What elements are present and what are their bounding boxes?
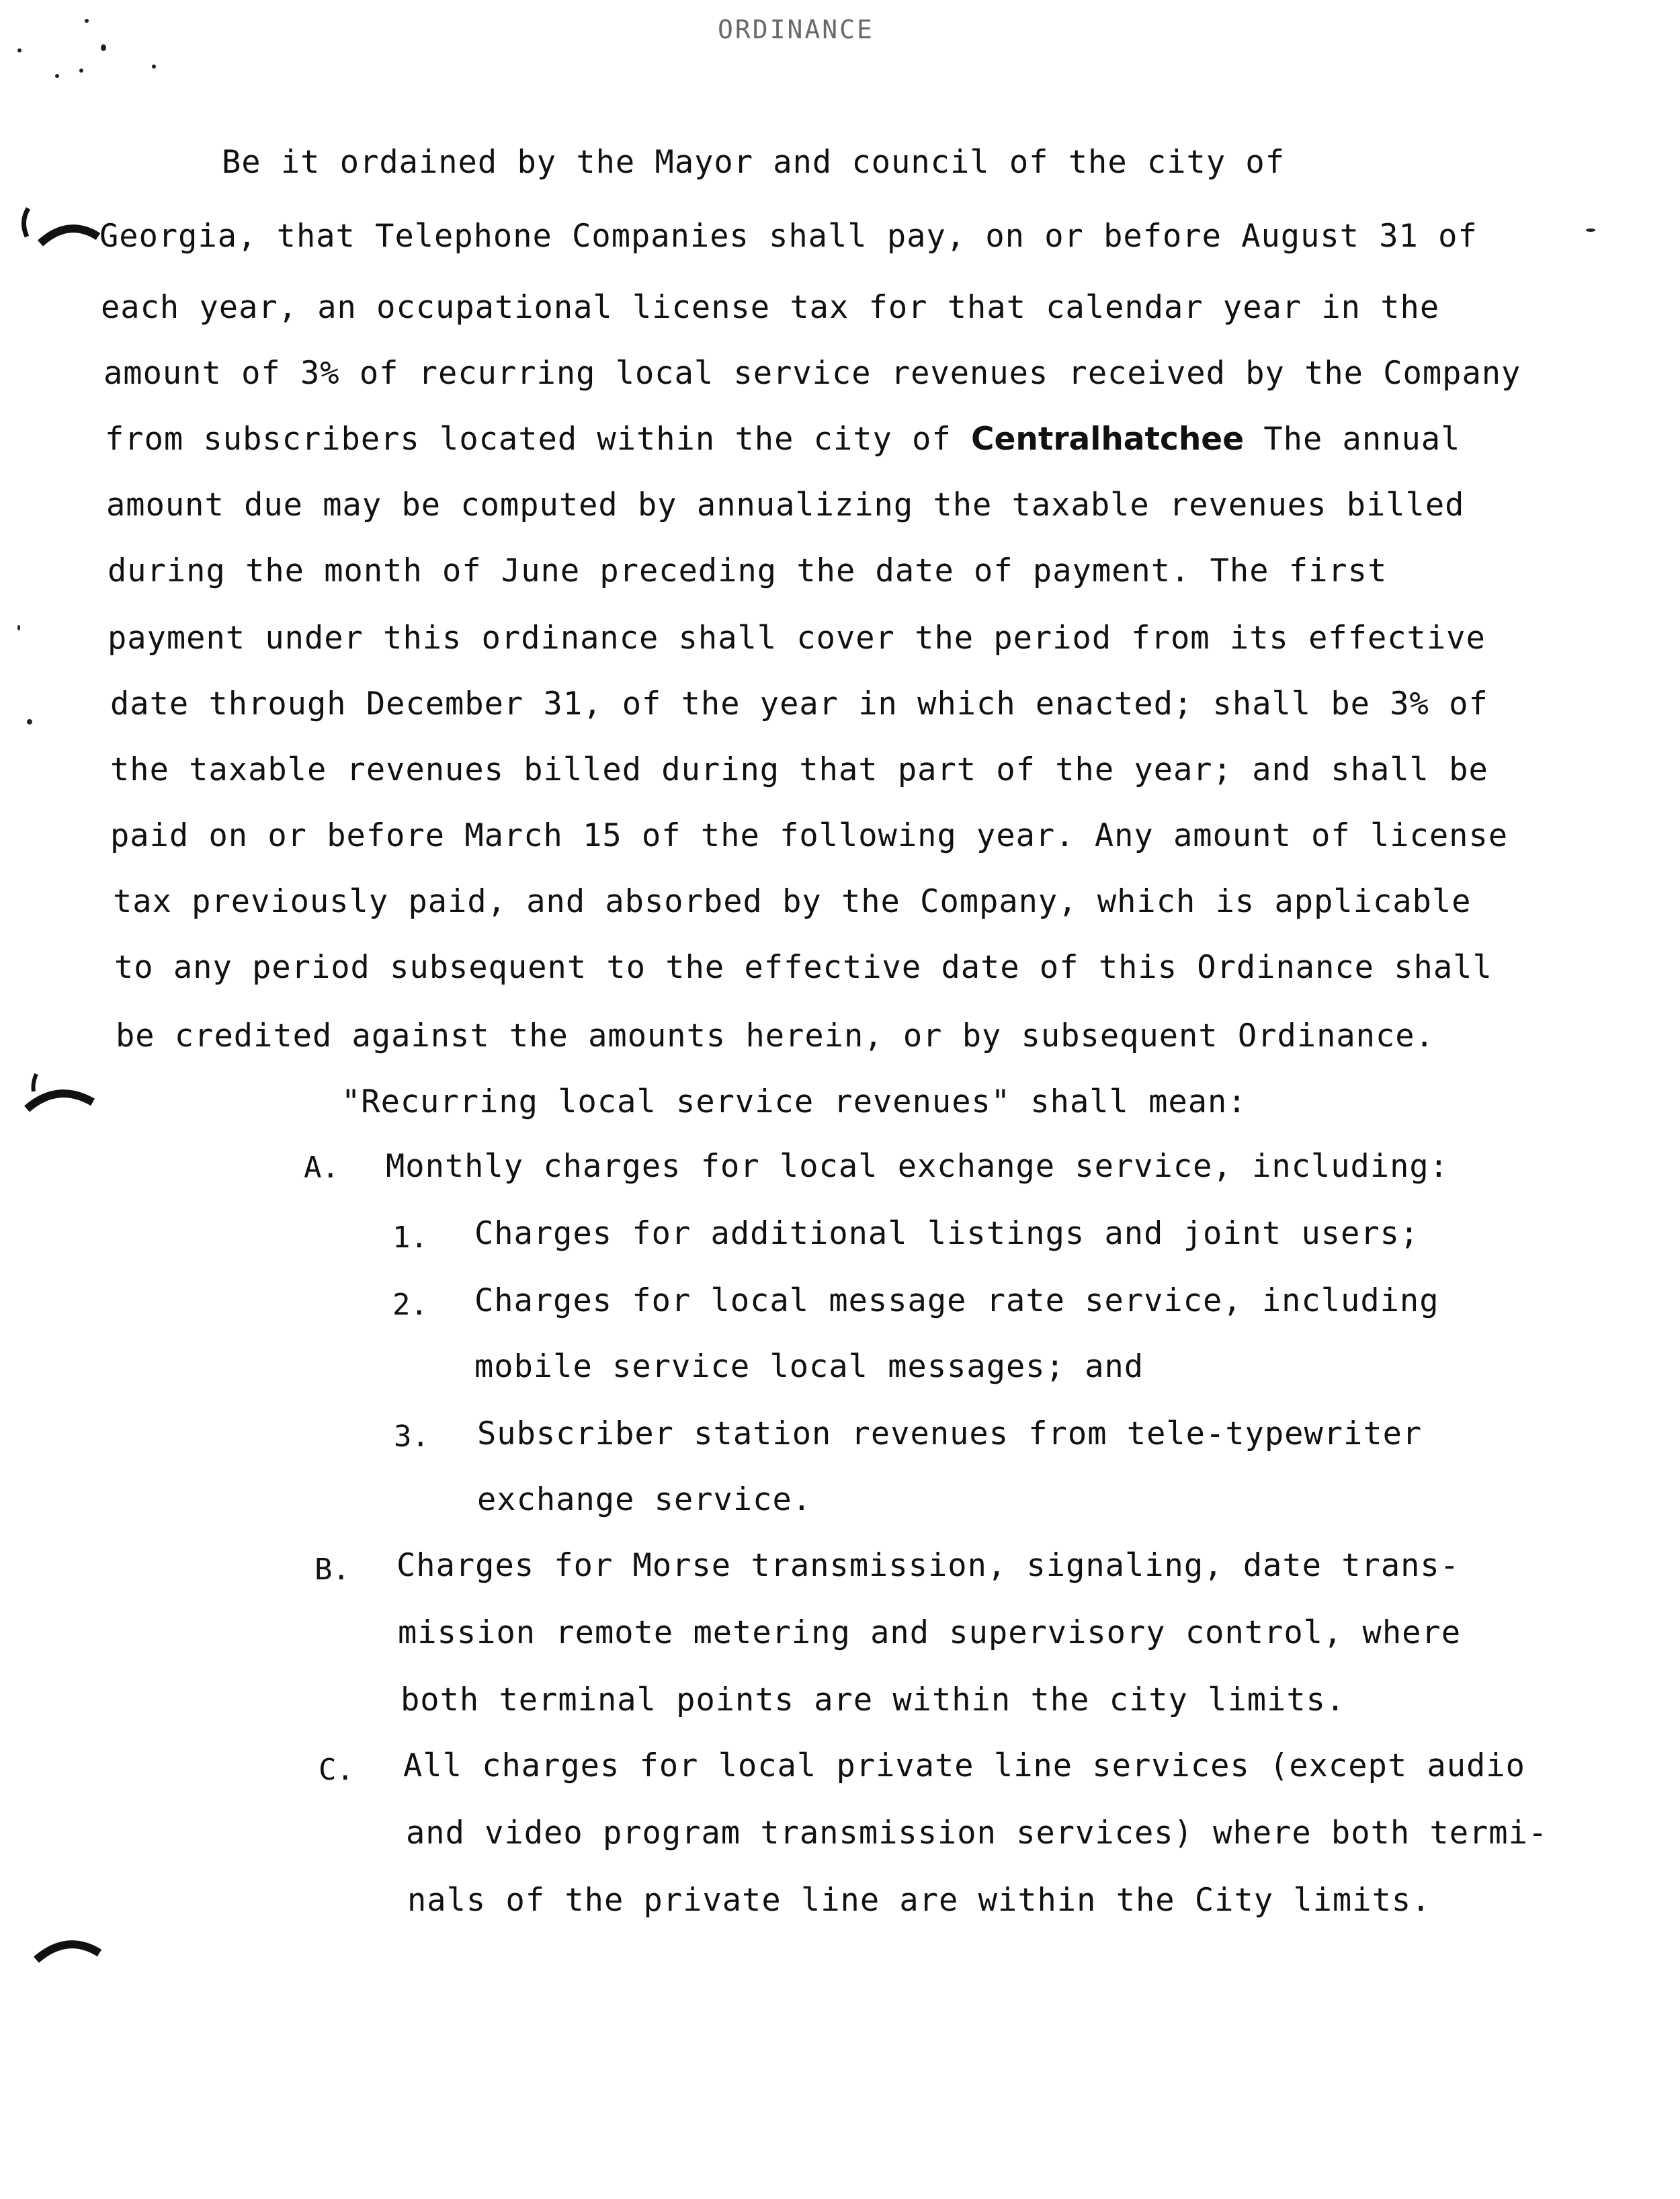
scan-speck — [17, 48, 22, 52]
scan-speck — [1586, 229, 1595, 232]
body-line: the taxable revenues billed during that part of the year; and shall be — [110, 751, 1488, 788]
item-line: Charges for Morse transmission, signaling, date trans- — [396, 1547, 1460, 1584]
subitem-line: Subscriber station revenues from tele-typewriter — [477, 1415, 1423, 1452]
subitem-line: Charges for local message rate service, including — [474, 1282, 1439, 1319]
item-line: nals of the private line are within the City limits. — [407, 1882, 1431, 1919]
subitem-line: Charges for additional listings and joint users; — [474, 1215, 1420, 1252]
scan-speck — [55, 74, 59, 78]
body-line: date through December 31, of the year in which enacted; shall be 3% of — [110, 686, 1488, 722]
subitem-line: exchange service. — [477, 1481, 812, 1518]
item-line: Monthly charges for local exchange service, including: — [386, 1148, 1450, 1185]
item-marker: C. — [319, 1753, 354, 1787]
body-line: be credited against the amounts herein, or by subsequent Ordinance. — [116, 1018, 1435, 1054]
body-line: amount due may be computed by annualizing the taxable revenues billed — [106, 487, 1465, 524]
item-line: both terminal points are within the city limits. — [401, 1682, 1346, 1718]
body-line: to any period subsequent to the effective date of this Ordinance shall — [114, 949, 1493, 986]
subitem-marker: 2. — [392, 1288, 428, 1322]
binding-mark-icon — [17, 1069, 98, 1122]
body-line-text: from subscribers located within the city of — [105, 421, 952, 458]
item-marker: B. — [314, 1552, 350, 1587]
scan-speck — [152, 65, 156, 69]
body-line: paid on or before March 15 of the following year. Any amount of license — [110, 817, 1509, 854]
binding-mark-icon — [31, 1922, 105, 1969]
body-line-text: The annual — [1263, 421, 1461, 458]
definition-intro: "Recurring local service revenues" shall mean: — [341, 1083, 1247, 1120]
item-line: All charges for local private line services (except audio — [403, 1747, 1525, 1784]
subitem-marker: 1. — [392, 1220, 428, 1255]
subitem-line: mobile service local messages; and — [474, 1348, 1144, 1385]
item-marker: A. — [304, 1151, 339, 1185]
binding-mark-icon — [15, 202, 102, 255]
item-line: mission remote metering and supervisory control, where — [398, 1614, 1462, 1651]
document-title: ORDINANCE — [718, 15, 874, 44]
body-line: tax previously paid, and absorbed by the Company, which is applicable — [113, 883, 1472, 920]
scan-speck — [79, 69, 83, 73]
body-line — [105, 419, 1460, 460]
scan-speck — [85, 19, 89, 23]
subitem-marker: 3. — [394, 1419, 429, 1454]
body-line: Be it ordained by the Mayor and council of the city of — [222, 144, 1286, 181]
body-line: each year, an occupational license tax for that calendar year in the — [101, 289, 1440, 326]
scan-speck — [101, 44, 106, 51]
body-line: Georgia, that Telephone Companies shall pay, on or before August 31 of — [99, 218, 1478, 255]
scan-speck — [17, 625, 20, 630]
scan-speck — [27, 719, 32, 724]
body-line: amount of 3% of recurring local service revenues received by the Company — [103, 355, 1521, 392]
item-line: and video program transmission services) where both termi- — [406, 1815, 1548, 1852]
body-line: during the month of June preceding the date of payment. The first — [108, 552, 1388, 589]
city-name: Centralhatchee — [971, 421, 1245, 458]
body-line: payment under this ordinance shall cover the period from its effective — [108, 620, 1486, 657]
